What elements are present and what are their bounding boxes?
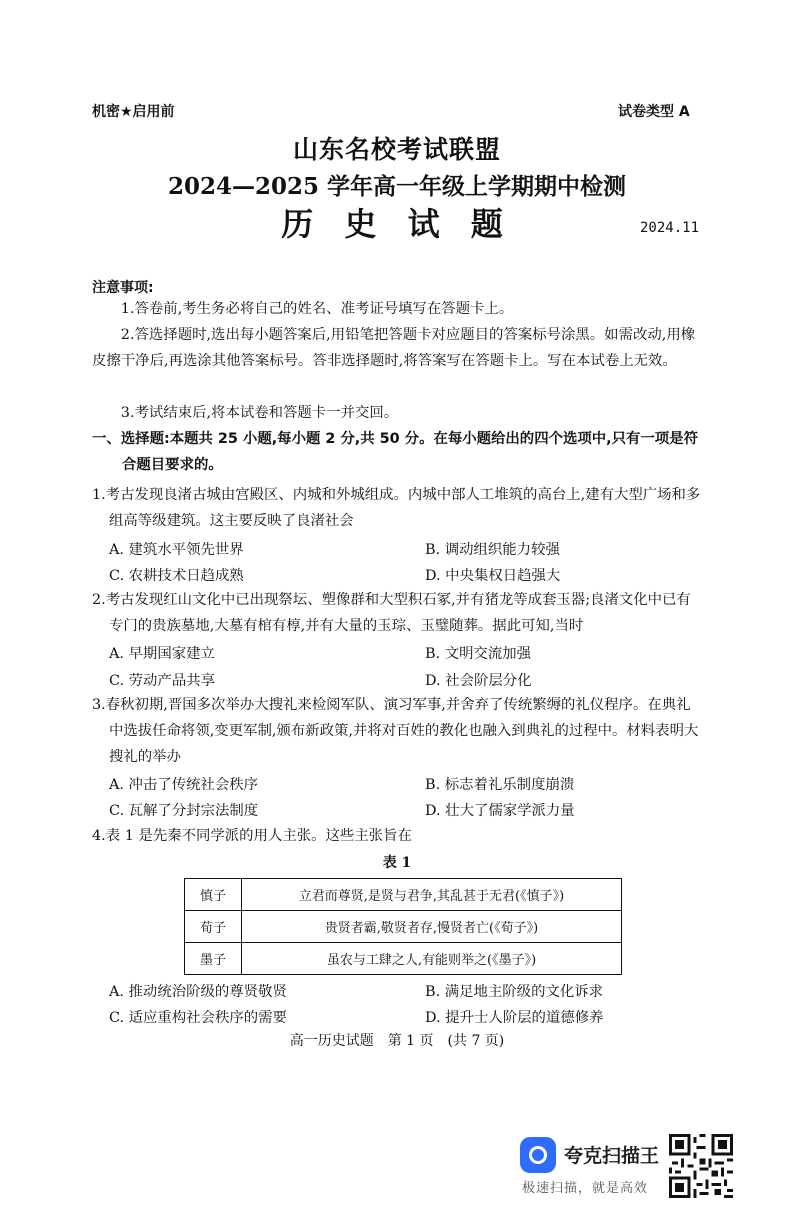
question-4-option-d: D. 提升士人阶层的道德修养 [425, 1010, 604, 1026]
table-cell-school: 荀子 [185, 911, 242, 943]
section-heading: 一、选择题:本题共 25 小题,每小题 2 分,共 50 分。在每小题给出的四个选项中,只有一项是符合题目要求的。 [92, 431, 698, 473]
paper-type-label: 试卷类型 A [618, 104, 690, 120]
question-1-option-d: D. 中央集权日趋强大 [425, 568, 561, 584]
exam-date: 2024.11 [640, 220, 700, 236]
question-1-option-c: C. 农耕技术日趋成熟 [109, 568, 244, 584]
question-2-stem: 2.考古发现红山文化中已出现祭坛、塑像群和大型积石冢,并有猪龙等成套玉器;良渚文化中已有专门的贵族墓地,大墓有棺有椁,并有大量的玉琮、玉璧随葬。据此可知,当时 [92, 592, 691, 634]
scanner-logo-ring-icon [529, 1146, 547, 1164]
question-2-option-d: D. 社会阶层分化 [425, 673, 532, 689]
question-4-option-a: A. 推动统治阶级的尊贤敬贤 [109, 984, 287, 1000]
page-footer: 高一历史试题 第 1 页 (共 7 页) [289, 1033, 505, 1049]
question-4-option-c: C. 适应重构社会秩序的需要 [109, 1010, 287, 1026]
subject-title: 历 史 试 题 [281, 205, 513, 243]
table-row [185, 911, 622, 943]
table-caption: 表 1 [382, 855, 412, 871]
notice-item: 2.答选择题时,选出每小题答案后,用铅笔把答题卡对应题目的答案标号涂黑。如需改动,用橡皮擦干净后,再选涂其他答案标号。答非选择题时,将答案写在答题卡上。写在本试卷上无效。 [92, 327, 696, 369]
qr-code-icon [669, 1134, 733, 1198]
question-2-option-c: C. 劳动产品共享 [109, 673, 215, 689]
table-row [185, 879, 622, 911]
table-cell-school: 慎子 [185, 879, 242, 911]
question-1-option-a: A. 建筑水平领先世界 [109, 542, 244, 558]
table-cell-text: 立君而尊贤,是贤与君争,其乱甚于无君(《慎子》) [242, 879, 622, 911]
question-1-option-b: B. 调动组织能力较强 [425, 542, 560, 558]
exam-name-title: 2024—2025 学年高一年级上学期期中检测 [167, 173, 627, 200]
confidential-label: 机密★启用前 [92, 104, 175, 120]
question-3-stem: 3.春秋初期,晋国多次举办大搜礼来检阅军队、演习军事,并舍弃了传统繁缛的礼仪程序。在典礼中选拔任命将领,变更军制,颁布新政策,并将对百姓的教化也融入到典礼的过程中。材料表明大搜礼的举办 [92, 697, 699, 765]
table-row [185, 943, 622, 975]
exam-organizer-title: 山东名校考试联盟 [292, 135, 501, 164]
question-2-option-a: A. 早期国家建立 [109, 646, 215, 662]
question-3-option-a: A. 冲击了传统社会秩序 [109, 777, 259, 793]
question-3-option-c: C. 瓦解了分封宗法制度 [109, 803, 259, 819]
notice-item: 3.考试结束后,将本试卷和答题卡一并交回。 [120, 405, 399, 421]
question-4-option-b: B. 满足地主阶级的文化诉求 [425, 984, 604, 1000]
question-3-option-d: D. 壮大了儒家学派力量 [425, 803, 575, 819]
question-3-option-b: B. 标志着礼乐制度崩溃 [425, 777, 575, 793]
scanner-app-name: 夸克扫描王 [564, 1145, 660, 1167]
table-cell-school: 墨子 [185, 943, 242, 975]
table-cell-text: 虽农与工肆之人,有能则举之(《墨子》) [242, 943, 622, 975]
school-views-table [184, 878, 622, 975]
question-1-stem: 1.考古发现良渚古城由宫殿区、内城和外城组成。内城中部人工堆筑的高台上,建有大型广场和多组高等级建筑。这主要反映了良渚社会 [92, 487, 701, 529]
notice-heading: 注意事项: [92, 280, 154, 296]
notice-item: 1.答卷前,考生务必将自己的姓名、准考证号填写在答题卡上。 [120, 301, 514, 317]
scanner-slogan: 极速扫描，就是高效 [522, 1181, 649, 1196]
table-cell-text: 贵贤者霸,敬贤者存,慢贤者亡(《荀子》) [242, 911, 622, 943]
question-2-option-b: B. 文明交流加强 [425, 646, 532, 662]
question-4-stem: 4.表 1 是先秦不同学派的用人主张。这些主张旨在 [92, 828, 412, 844]
